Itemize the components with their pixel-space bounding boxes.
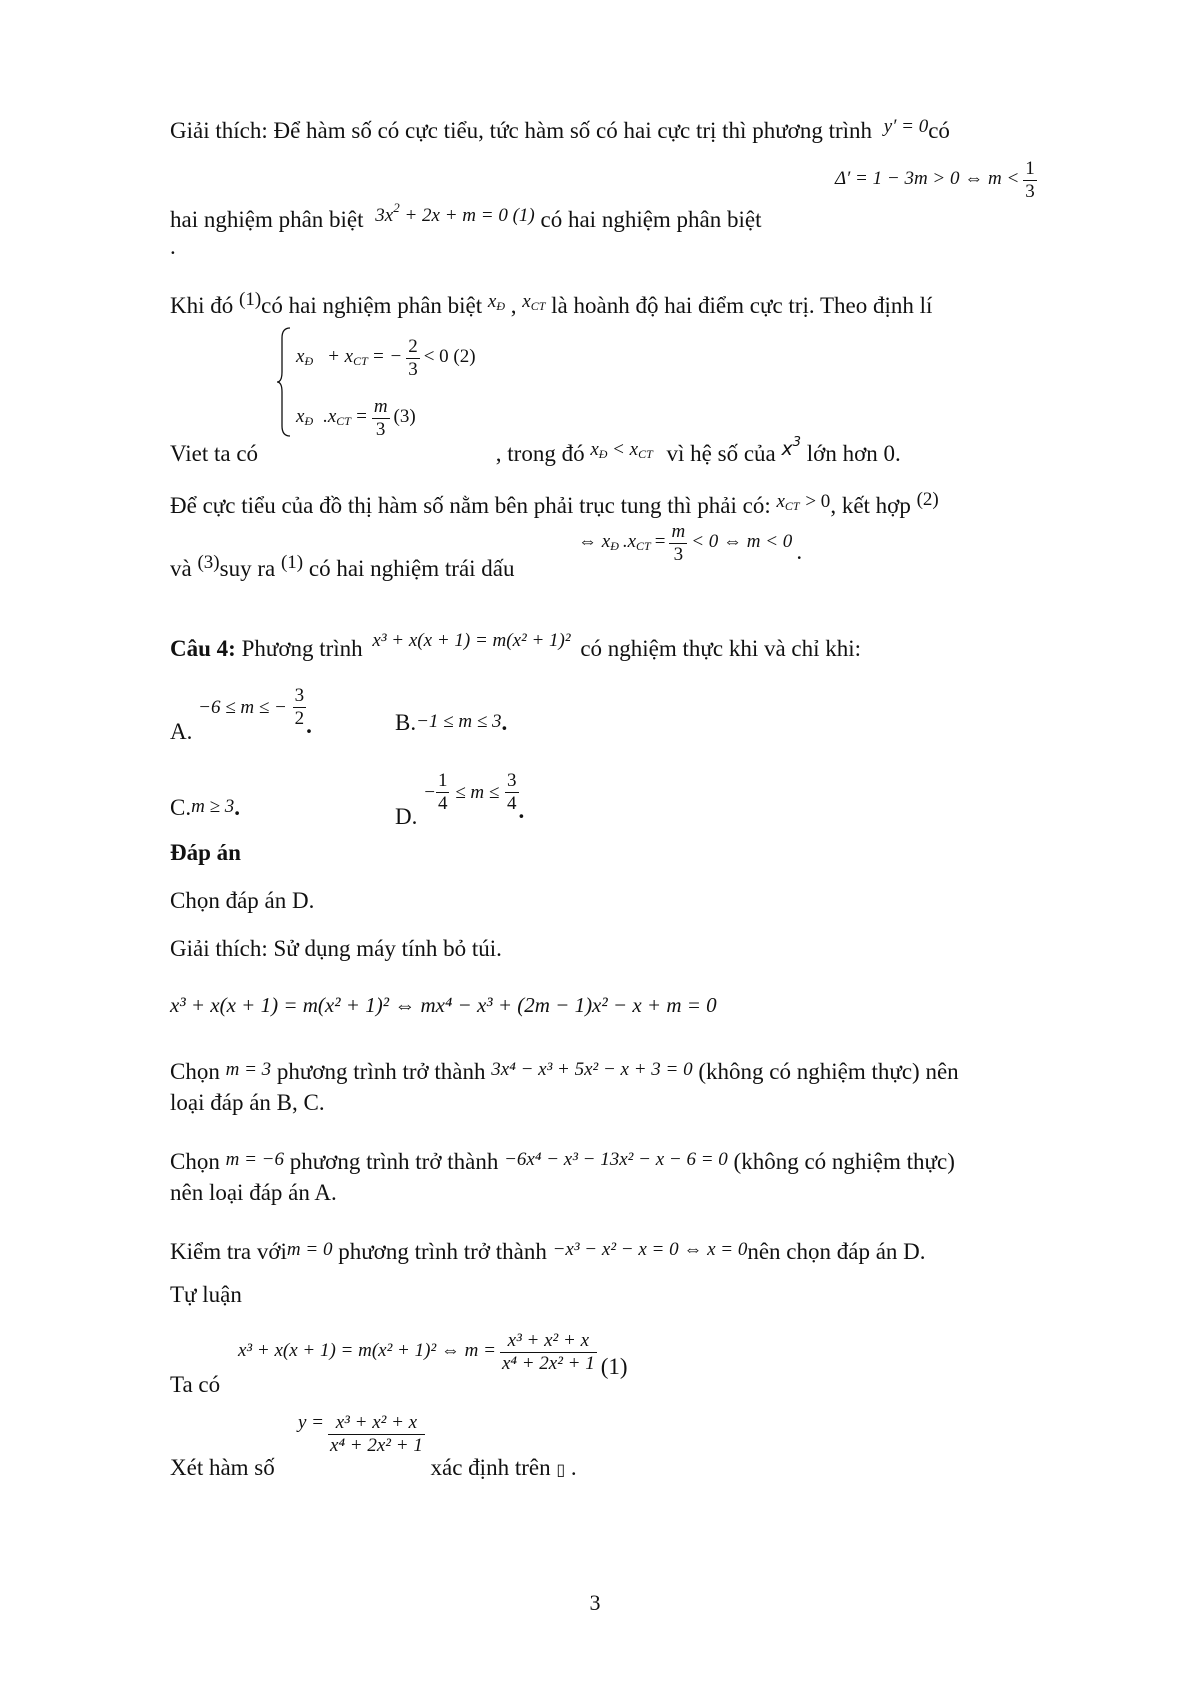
text: phương trình trở thành [289, 1149, 499, 1174]
frac-num: m [671, 521, 686, 542]
equation-yprime: y′ = 0 [883, 116, 929, 137]
text: Phương trình [241, 636, 363, 661]
answer-check-m3 [170, 1055, 1085, 1087]
sub: Đ [304, 354, 314, 369]
minus: − [423, 781, 436, 803]
tag: (1) [600, 1354, 628, 1380]
question-label: Câu 4: [170, 636, 236, 661]
xct: x [522, 291, 531, 312]
answer-heading [170, 838, 1085, 868]
frac-den: x⁴ + 2x² + 1 [330, 1435, 423, 1456]
exp: 3 [792, 435, 802, 450]
text: có hai nghiệm phân biệt [540, 207, 762, 232]
m-value: m = 0 [286, 1239, 333, 1260]
question-4 [170, 626, 1085, 664]
dot: . [170, 234, 176, 259]
sub: CT [638, 447, 653, 461]
frac-num: 2 [408, 336, 418, 357]
x: x [296, 406, 305, 428]
text: Xét hàm số [170, 1455, 275, 1480]
text: loại đáp án B, C. [170, 1090, 325, 1115]
text: có hai nghiệm trái dấu [308, 556, 515, 581]
para-viet [170, 428, 1085, 469]
dot: . [796, 539, 803, 565]
frac-den: 3 [1025, 181, 1035, 202]
frac-num: 1 [1025, 158, 1035, 179]
xct: .x [622, 531, 637, 553]
m-value: m = 3 [225, 1059, 272, 1080]
frac-num: 3 [507, 770, 517, 791]
sub: Đ [610, 539, 619, 554]
eq: = [654, 531, 666, 553]
dot: . [518, 797, 525, 823]
y-eq: y = [298, 1412, 325, 1434]
frac-den: 4 [507, 793, 517, 814]
ref-1: (1) [280, 552, 304, 573]
text: Khi đó [170, 293, 234, 318]
answer-equation [170, 990, 1085, 1020]
text: , kết hợp [830, 493, 911, 518]
comma: , [510, 293, 517, 318]
dot: . [306, 712, 312, 738]
plus-x: + x [327, 346, 354, 368]
heading: Đáp án [170, 840, 241, 865]
text: Kiểm tra với [170, 1239, 287, 1264]
answer-check-m-6 [170, 1145, 1085, 1177]
option-eq: −6 ≤ m ≤ − [198, 696, 287, 718]
option-eq: −1 ≤ m ≤ 3 [416, 711, 502, 732]
option-label: D. [395, 803, 418, 829]
equation-sign [578, 521, 802, 566]
equation: 3x⁴ − x³ + 5x² − x + 3 = 0 [491, 1059, 693, 1080]
ineq: < 0 (2) [423, 346, 476, 368]
frac-num: x³ + x² + x [507, 1330, 590, 1351]
ineq: < 0 ⇔ m < 0 [691, 531, 793, 553]
function-y [298, 1412, 425, 1457]
eq: = − [371, 346, 403, 368]
equation-question: x³ + x(x + 1) = m(x² + 1)² [372, 630, 571, 651]
real-set-glyph: ▯ [556, 1460, 566, 1479]
answer-check-m0 [170, 1235, 1085, 1267]
option-eq: ≤ m ≤ [455, 781, 500, 803]
sub: CT [353, 354, 368, 369]
text: (không có nghiệm thực) [733, 1149, 955, 1174]
sub: CT [636, 539, 651, 554]
frac-den: 3 [372, 418, 390, 441]
frac-num: 1 [437, 770, 448, 791]
option-label: B. [395, 710, 417, 735]
equation: −x³ − x² − x = 0 ⇔ x = 0 [552, 1239, 748, 1260]
text: lớn hơn 0. [806, 441, 901, 466]
sub: CT [336, 414, 351, 429]
sub: Đ [598, 447, 608, 461]
text: Ta có [170, 1372, 221, 1397]
frac-den: 2 [294, 708, 305, 729]
text: Viet ta có [170, 441, 259, 466]
dot: . [501, 710, 508, 735]
answer-choice [170, 886, 1085, 916]
equation-left: x³ + x(x + 1) = m(x² + 1)² ⇔ m = [238, 1340, 496, 1362]
frac-den: 3 [669, 543, 687, 566]
frac-den: 4 [437, 793, 448, 814]
para-explain-line2: hai nghiệm phân biệt $^{3x^2 + 2x + m = 0 (1)}$ có hai nghiệm phân biệt [170, 200, 762, 232]
m-value: m = −6 [225, 1149, 284, 1170]
text: (không có nghiệm thực) nên [698, 1059, 959, 1084]
text: nên chọn đáp án D. [747, 1239, 926, 1264]
tuluan-heading [170, 1280, 1085, 1310]
text: phương trình trở thành [276, 1059, 486, 1084]
xd: ⇔ x [578, 531, 611, 553]
text: Chọn [170, 1059, 220, 1084]
text: xác định trên [430, 1455, 551, 1480]
x: x [781, 438, 793, 460]
text: có hai nghiệm phân biệt [261, 293, 483, 318]
option-d[interactable] [395, 760, 525, 829]
system-row-1 [296, 336, 476, 381]
dot: . [570, 1455, 577, 1480]
tuluan-xet-ham-so [170, 1453, 1085, 1485]
equation-quadratic-rest: + 2x + m = 0 (1) [399, 205, 535, 226]
text: hai nghiệm phân biệt [170, 207, 364, 232]
equation-quadratic: 3x [375, 205, 394, 226]
text: Chọn đáp án D. [170, 888, 315, 913]
text: Giải thích: Để hàm số có cực tiểu, tức hàm số có hai cực trị thì phương trình [170, 118, 873, 143]
delta-text: Δ′ = 1 − 3m > 0 ⇔ m < [835, 168, 1020, 190]
option-a[interactable] [170, 675, 312, 744]
ref-2: (2) [916, 489, 939, 510]
xd: x [487, 291, 497, 312]
page-number: 3 [589, 1590, 601, 1615]
sub: CT [530, 299, 546, 313]
option-label: C. [170, 795, 192, 820]
text: vì hệ số của [666, 441, 776, 466]
xd: x [590, 439, 599, 460]
text: là hoành độ hai điểm cực trị. Theo định lí [551, 293, 933, 318]
para-khi-do [170, 285, 1085, 321]
dot-x: .x [323, 406, 337, 428]
eq: = [354, 406, 368, 428]
equation-delta [835, 158, 1037, 203]
text: Chọn [170, 1149, 220, 1174]
option-eq: m ≥ 3 [191, 796, 235, 817]
text: , trong đó [495, 441, 585, 466]
option-label: A. [170, 718, 193, 744]
equation-main: x³ + x(x + 1) = m(x² + 1)² ⇔ mx⁴ − x³ + (2m − 1)x² − x + m = 0 [170, 993, 717, 1017]
heading: Tự luận [170, 1282, 242, 1307]
frac-den: 3 [408, 359, 418, 380]
lt: < [613, 439, 624, 460]
para-cuc-tieu [170, 485, 1085, 521]
x: x [776, 491, 785, 512]
frac-num: x³ + x² + x [335, 1412, 418, 1433]
xct: x [629, 439, 639, 460]
option-b[interactable] [395, 710, 507, 736]
ref-3: (3) [197, 552, 220, 573]
answer-explain [170, 934, 1085, 964]
equation: −6x⁴ − x³ − 13x² − x − 6 = 0 [504, 1149, 728, 1170]
para-explain-line1 [170, 112, 1085, 146]
left-brace [276, 326, 292, 438]
tag: (3) [393, 406, 416, 428]
text: nên loại đáp án A. [170, 1180, 337, 1205]
equation-tuluan [238, 1330, 628, 1380]
sub: Đ [496, 299, 506, 313]
frac-num: m [373, 396, 388, 417]
frac-den: x⁴ + 2x² + 1 [501, 1353, 595, 1374]
option-c[interactable] [170, 795, 240, 821]
sub: Đ [304, 414, 314, 429]
sub: CT [784, 499, 800, 513]
text: phương trình trở thành [338, 1239, 547, 1264]
text: và [170, 556, 192, 581]
text: Để cực tiểu của đồ thị hàm số nằm bên phải trục tung thì phải có: [170, 493, 771, 518]
text: có nghiệm thực khi và chỉ khi: [580, 636, 862, 661]
text: suy ra [219, 556, 276, 581]
dot: . [234, 795, 240, 820]
frac-num: 3 [294, 685, 305, 706]
answer-check-m-6-cont [170, 1178, 1085, 1208]
answer-check-m3-cont [170, 1088, 1085, 1118]
ineq: > 0 [805, 491, 831, 512]
dot-line [170, 232, 1085, 262]
x: x [296, 346, 305, 368]
ref-1: (1) [239, 289, 262, 310]
text: có [928, 118, 950, 143]
text: Giải thích: Sử dụng máy tính bỏ túi. [170, 936, 502, 961]
